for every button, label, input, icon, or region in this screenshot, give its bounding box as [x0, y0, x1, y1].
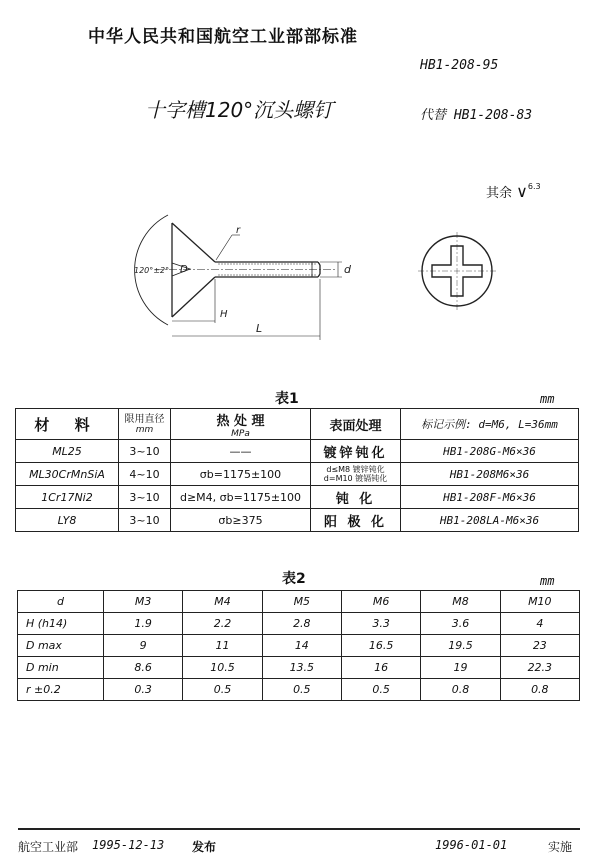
fillet-radius-label: r	[236, 225, 241, 236]
marking-cell: HB1-208G-M6×36	[401, 440, 579, 463]
heat-cell: d≥M4, σb=1175±100	[171, 486, 311, 509]
marking-cell: HB1-208LA-M6×36	[401, 509, 579, 532]
range-cell: 3~10	[119, 509, 171, 532]
value-cell: 3.6	[421, 613, 500, 635]
value-cell: 22.3	[500, 657, 579, 679]
heat-cell: σb=1175±100	[171, 463, 311, 486]
issuing-authority: 中华人民共和国航空工业部部标准	[88, 27, 358, 47]
header-marking-example: 标记示例: d=M6, L=36mm	[401, 409, 579, 440]
surface-cell: d≤M8 镀锌钝化 d=M10 镀镉钝化	[311, 463, 401, 486]
material-cell: 1Cr17Ni2	[16, 486, 119, 509]
material-cell: ML30CrMnSiA	[16, 463, 119, 486]
table-header-row	[18, 591, 580, 613]
marking-cell: HB1-208M6×36	[401, 463, 579, 486]
size-cell: M4	[183, 591, 262, 613]
material-cell: LY8	[16, 509, 119, 532]
angle-label: 120°±2°	[134, 266, 170, 275]
value-cell: 9	[104, 635, 183, 657]
table-row	[16, 509, 579, 532]
table-header-row	[16, 409, 579, 440]
header-d: d	[18, 591, 104, 613]
head-height-label: H	[220, 309, 228, 320]
shank-diameter-label: d	[344, 263, 351, 276]
table2-title: 表2	[282, 571, 306, 587]
row-label: D max	[18, 635, 104, 657]
value-cell: 0.5	[341, 679, 420, 701]
range-cell: 3~10	[119, 440, 171, 463]
header-heat-treatment: 热 处 理 MPa	[171, 409, 311, 440]
value-cell: 16	[341, 657, 420, 679]
surface-cell: 镀锌钝化	[311, 440, 401, 463]
value-cell: 0.3	[104, 679, 183, 701]
footer-issue-label: 发布	[192, 840, 217, 854]
table-row	[18, 657, 580, 679]
value-cell: 16.5	[341, 635, 420, 657]
value-cell: 23	[500, 635, 579, 657]
value-cell: 13.5	[262, 657, 341, 679]
row-label: D min	[18, 657, 104, 679]
value-cell: 2.2	[183, 613, 262, 635]
value-cell: 3.3	[341, 613, 420, 635]
table-row	[16, 440, 579, 463]
row-label: H (h14)	[18, 613, 104, 635]
value-cell: 11	[183, 635, 262, 657]
table-row	[18, 679, 580, 701]
head-upper-cone	[172, 223, 215, 262]
replaces-standard: 代替 HB1-208-83	[420, 108, 533, 123]
heat-cell: σb≥375	[171, 509, 311, 532]
marking-cell: HB1-208F-M6×36	[401, 486, 579, 509]
value-cell: 19	[421, 657, 500, 679]
table-row	[16, 486, 579, 509]
value-cell: 2.8	[262, 613, 341, 635]
value-cell: 14	[262, 635, 341, 657]
surface-cell: 阳 极 化	[311, 509, 401, 532]
value-cell: 1.9	[104, 613, 183, 635]
surface-roughness-note	[486, 182, 541, 201]
surface-cell: 钝 化	[311, 486, 401, 509]
screw-head-top-view	[418, 232, 496, 310]
size-cell: M10	[500, 591, 579, 613]
document-title: 十字槽120°沉头螺钉	[145, 98, 334, 122]
table1-unit: mm	[540, 392, 555, 406]
size-cell: M3	[104, 591, 183, 613]
value-cell: 8.6	[104, 657, 183, 679]
length-label: L	[256, 322, 263, 335]
material-cell: ML25	[16, 440, 119, 463]
range-cell: 4~10	[119, 463, 171, 486]
roughness-symbol-icon: ∨	[516, 182, 528, 201]
header-material: 材 料	[16, 409, 119, 440]
table-row	[16, 463, 579, 486]
footer-effective-label: 实施	[548, 840, 573, 854]
dimension-table	[17, 590, 580, 701]
screw-side-view-drawing	[120, 205, 365, 360]
value-cell: 0.5	[262, 679, 341, 701]
value-cell: 0.8	[421, 679, 500, 701]
table1-title: 表1	[275, 391, 299, 407]
size-cell: M8	[421, 591, 500, 613]
head-diameter-label: D	[180, 264, 188, 275]
footer-effective-date: 1996-01-01	[435, 838, 508, 852]
size-cell: M5	[262, 591, 341, 613]
row-label: r ±0.2	[18, 679, 104, 701]
size-cell: M6	[341, 591, 420, 613]
standard-number: HB1-208-95	[420, 58, 499, 73]
value-cell: 0.8	[500, 679, 579, 701]
table-row	[18, 635, 580, 657]
value-cell: 0.5	[183, 679, 262, 701]
table2-unit: mm	[540, 574, 555, 588]
material-table	[15, 408, 579, 532]
footer-issue-date: 1995-12-13	[92, 838, 165, 852]
roughness-value: 6.3	[527, 182, 541, 191]
footer-divider	[18, 828, 580, 830]
footer-issuer: 航空工业部	[18, 840, 79, 854]
value-cell: 4	[500, 613, 579, 635]
roughness-label: 其余	[486, 186, 513, 201]
header-surface-treatment: 表面处理	[311, 409, 401, 440]
head-lower-cone	[172, 277, 215, 317]
range-cell: 3~10	[119, 486, 171, 509]
value-cell: 19.5	[421, 635, 500, 657]
value-cell: 10.5	[183, 657, 262, 679]
table-row	[18, 613, 580, 635]
header-diameter: 限用直径 mm	[119, 409, 171, 440]
heat-cell: ——	[171, 440, 311, 463]
